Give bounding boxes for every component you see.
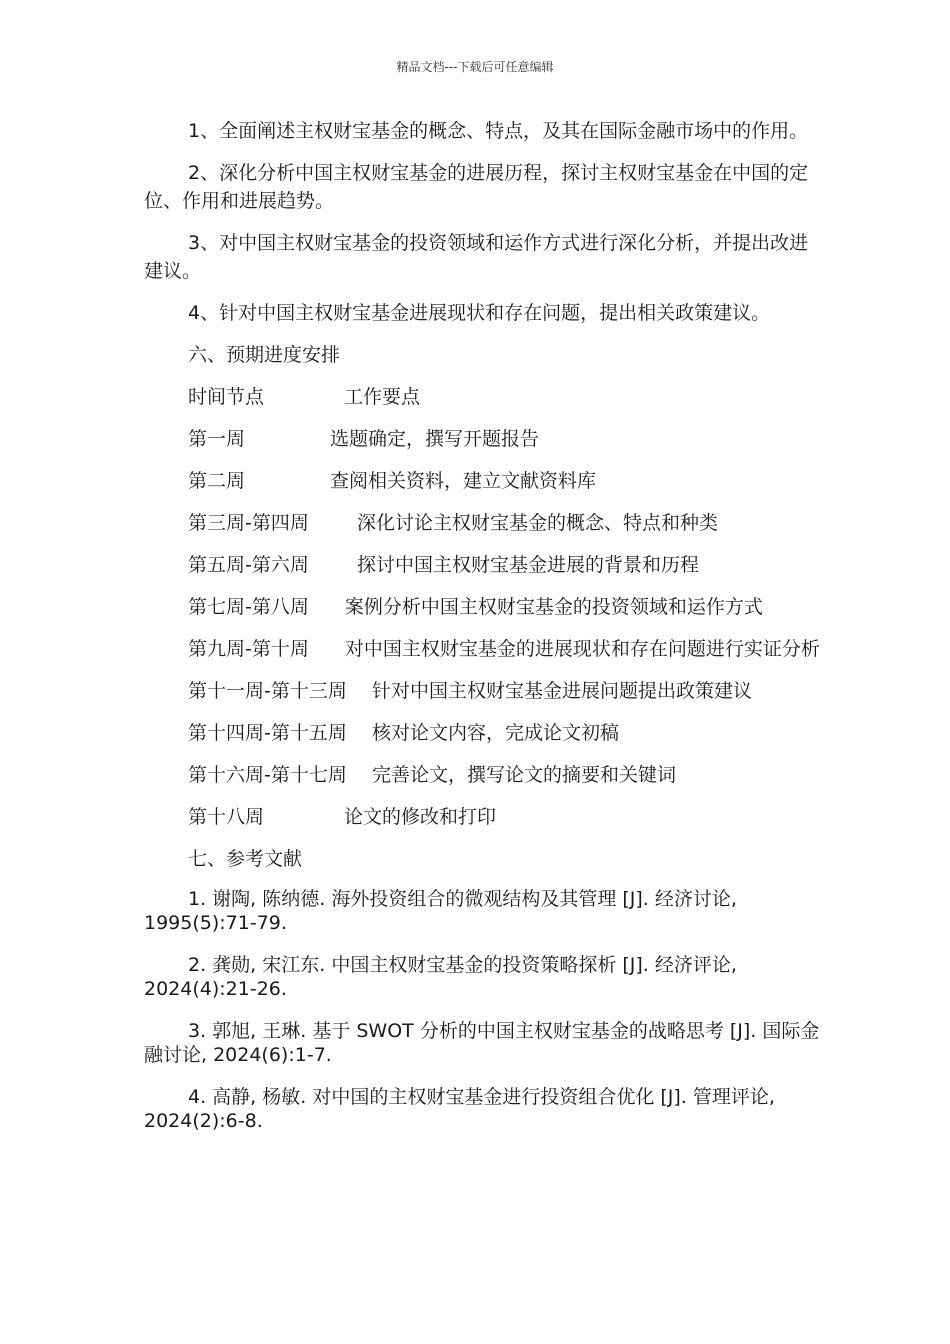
- schedule-task: 核对论文内容，完成论文初稿: [372, 722, 620, 744]
- schedule-week: 第一周: [188, 428, 246, 450]
- schedule-task: 论文的修改和打印: [344, 806, 497, 828]
- schedule-task: 针对中国主权财宝基金进展问题提出政策建议: [372, 680, 753, 702]
- schedule-row: [188, 803, 820, 831]
- schedule-task: 案例分析中国主权财宝基金的投资领域和运作方式: [344, 596, 763, 618]
- reference-item: 2. 龚勋, 宋江东. 中国主权财宝基金的投资策略探析 [J]. 经济评论, 2024(4):21-26.: [144, 954, 737, 1000]
- schedule-row: [188, 425, 820, 453]
- schedule-week: 第五周-第六周: [188, 554, 309, 576]
- schedule-week: 第二周: [188, 470, 246, 492]
- schedule-row: [188, 551, 820, 579]
- schedule-week: 第七周-第八周: [188, 596, 309, 618]
- schedule-week: 第九周-第十周: [188, 638, 309, 660]
- schedule-task: 探讨中国主权财宝基金进展的背景和历程: [357, 554, 700, 576]
- schedule-row: [188, 509, 820, 537]
- schedule-week: 第三周-第四周: [188, 512, 309, 534]
- schedule-header-row: [188, 383, 820, 411]
- schedule-task: 对中国主权财宝基金的进展现状和存在问题进行实证分析: [344, 638, 820, 660]
- schedule-week: 第十一周-第十三周: [188, 680, 347, 702]
- page-header: 精品文档---下载后可任意编辑: [396, 60, 554, 74]
- objective-2: 2、深化分析中国主权财宝基金的进展历程，探讨主权财宝基金在中国的定位、作用和进展趋势。: [144, 162, 809, 212]
- schedule-row: [188, 677, 820, 705]
- schedule-row: [188, 467, 820, 495]
- schedule-task: 完善论文，撰写论文的摘要和关键词: [372, 764, 677, 786]
- schedule-row: [188, 719, 820, 747]
- schedule-task: 选题确定，撰写开题报告: [330, 428, 540, 450]
- col-time-header: 时间节点: [188, 386, 265, 408]
- reference-item: 3. 郭旭, 王琳. 基于 SWOT 分析的中国主权财宝基金的战略思考 [J]. 国际金融讨论, 2024(6):1-7.: [144, 1020, 820, 1066]
- objective-3: 3、对中国主权财宝基金的投资领域和运作方式进行深化分析，并提出改进建议。: [144, 232, 809, 282]
- schedule-task: 深化讨论主权财宝基金的概念、特点和种类: [357, 512, 719, 534]
- objective-4: 4、针对中国主权财宝基金进展现状和存在问题，提出相关政策建议。: [188, 302, 771, 324]
- schedule-row: [188, 761, 820, 789]
- col-work-header: 工作要点: [344, 386, 421, 408]
- references-heading: 七、参考文献: [188, 848, 303, 870]
- objective-1: 1、全面阐述主权财宝基金的概念、特点，及其在国际金融市场中的作用。: [188, 120, 809, 142]
- schedule-task: 查阅相关资料，建立文献资料库: [330, 470, 597, 492]
- schedule-row-wrapped: [144, 635, 820, 663]
- document-body: [144, 117, 820, 1151]
- schedule-row-wrapped: [144, 593, 820, 621]
- schedule-week: 第十六周-第十七周: [188, 764, 347, 786]
- reference-item: 1. 谢陶, 陈纳德. 海外投资组合的微观结构及其管理 [J]. 经济讨论, 1995(5):71-79.: [144, 888, 737, 934]
- reference-item: 4. 高静, 杨敏. 对中国的主权财宝基金进行投资组合优化 [J]. 管理评论, 2024(2):6-8.: [144, 1086, 775, 1132]
- schedule-heading: 六、预期进度安排: [188, 344, 341, 366]
- schedule-week: 第十八周: [188, 806, 265, 828]
- schedule-week: 第十四周-第十五周: [188, 722, 347, 744]
